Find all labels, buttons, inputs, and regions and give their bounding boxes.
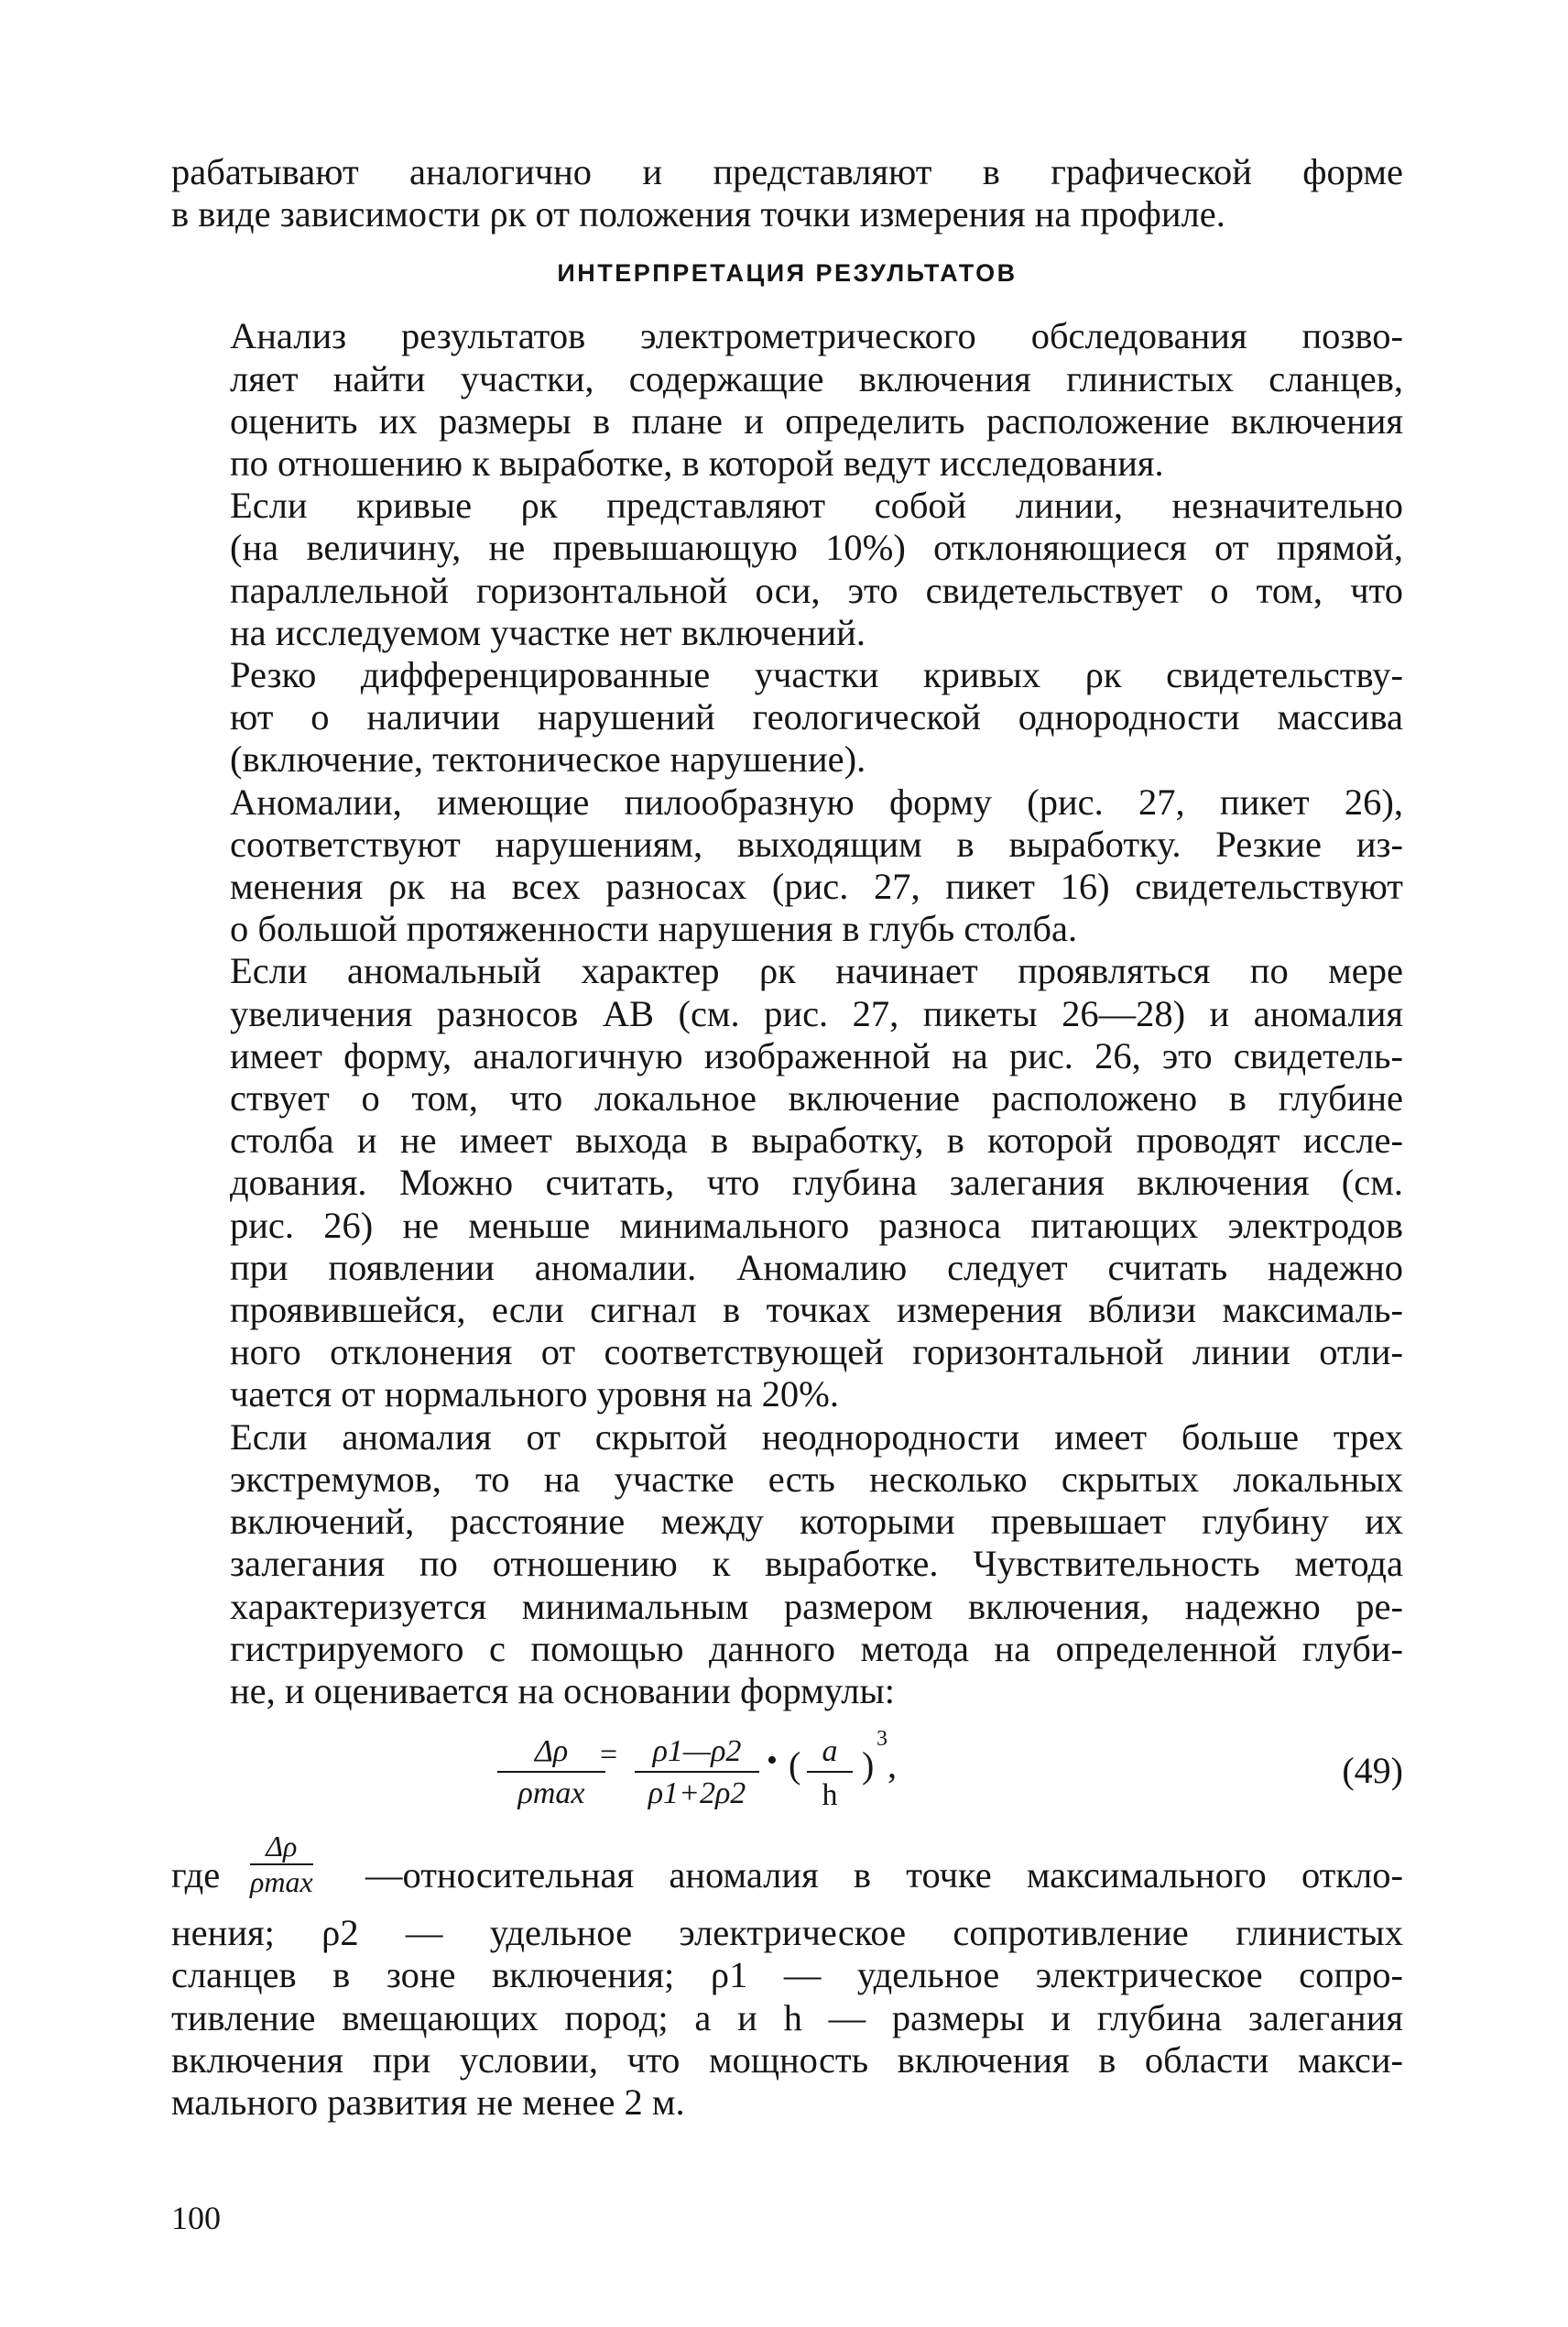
where-word: где bbox=[171, 1854, 221, 1896]
paragraph-curves bbox=[171, 485, 1403, 654]
paragraph-line: (на величину, не превышающую 10%) отклоняющиеся от прямой, bbox=[230, 527, 1403, 569]
paragraph-line: включения при условии, что мощность включения в области макси- bbox=[171, 2038, 1403, 2081]
formula-ratio-denominator: h bbox=[807, 1771, 853, 1813]
where-fraction-denominator: ρmax bbox=[250, 1865, 313, 1899]
paragraph-line: при появлении аномалии. Аномалию следует считать надежно bbox=[230, 1246, 1403, 1288]
paragraph-line: характеризуется минимальным размером включения, надежно ре- bbox=[230, 1585, 1403, 1627]
intro-paragraph bbox=[171, 151, 1403, 235]
paragraph-line: сланцев в зоне включения; ρ1 — удельное электрическое сопро- bbox=[171, 1954, 1403, 1996]
formula-lhs-denominator: ρmax bbox=[517, 1776, 585, 1811]
paragraph-line: Резко дифференцированные участки кривых ρк свидетельству- bbox=[230, 654, 1403, 696]
paragraph-line: на исследуемом участке нет включений. bbox=[230, 611, 866, 653]
paragraph-line: параллельной горизонтальной оси, это свидетельствует о том, что bbox=[230, 569, 1403, 611]
paragraph-line: залегания по отношению к выработке. Чувствительность метода bbox=[230, 1543, 1403, 1585]
paragraph-line: дования. Можно считать, что глубина залегания включения (см. bbox=[230, 1162, 1403, 1204]
page-number: 100 bbox=[171, 2200, 221, 2236]
formula-ratio-numerator: a bbox=[822, 1734, 838, 1769]
formula-lhs-numerator: Δρ bbox=[497, 1734, 605, 1773]
paragraph-line: не, и оценивается на основании формулы: bbox=[230, 1669, 895, 1711]
paragraph-anomalous-character bbox=[171, 950, 1403, 1415]
paragraph-line: включений, расстояние между которыми превышает глубину их bbox=[230, 1501, 1403, 1543]
paragraph-line: (включение, тектоническое нарушение). bbox=[230, 738, 866, 781]
paragraph-line: чается от нормального уровня на 20%. bbox=[230, 1373, 840, 1415]
formula-dot: • bbox=[767, 1743, 778, 1778]
paragraph-line: гистрируемого с помощью данного метода на определенной глуби- bbox=[230, 1627, 1403, 1669]
paragraph-line: проявившейся, если сигнал в точках измерения вблизи максималь- bbox=[230, 1289, 1403, 1331]
formula-rhs-numerator: ρ1—ρ2 bbox=[635, 1734, 759, 1773]
paragraph-line: ного отклонения от соответствующей горизонтальной линии отли- bbox=[230, 1331, 1403, 1373]
paragraph-line: Анализ результатов электрометрического обследования позво- bbox=[230, 315, 1403, 357]
paragraph-line: ют о наличии нарушений геологической однородности массива bbox=[230, 696, 1403, 738]
formula-rhs-denominator: ρ1+2ρ2 bbox=[648, 1776, 746, 1811]
paragraph-line: оценить их размеры в плане и определить расположение включения bbox=[230, 399, 1403, 442]
paragraph-analysis bbox=[171, 315, 1403, 485]
where-fraction-numerator: Δρ bbox=[250, 1830, 313, 1865]
paragraph-line: Аномалии, имеющие пилообразную форму (рис. 27, пикет 26), bbox=[230, 781, 1403, 823]
closing-paragraph bbox=[171, 1912, 1403, 2124]
formula-paren-close: ) bbox=[862, 1744, 875, 1786]
paragraph-line: Если кривые ρк представляют собой линии, незначительно bbox=[230, 485, 1403, 527]
paragraph-line: Если аномальный характер ρк начинает проявляться по мере bbox=[230, 950, 1403, 992]
paragraph-sensitivity bbox=[171, 1416, 1403, 1712]
paragraph-line: экстремумов, то на участке есть несколько скрытых локальных bbox=[230, 1458, 1403, 1500]
paragraph-line: Если аномалия от скрытой неоднородности имеет больше трех bbox=[230, 1415, 1403, 1458]
paragraph-differentiated bbox=[171, 654, 1403, 781]
intro-line-2: в виде зависимости ρк от положения точки измерения на профиле. bbox=[171, 193, 1225, 235]
formula-49 bbox=[171, 1727, 1403, 1819]
paragraph-line: тивление вмещающих пород; a и h — размеры и глубина залегания bbox=[171, 1996, 1403, 2038]
formula-expression bbox=[497, 1727, 1083, 1819]
intro-line-1: рабатывают аналогично и представляют в графической форме bbox=[171, 151, 1403, 192]
paragraph-anomalies bbox=[171, 781, 1403, 951]
paragraph-line: ляет найти участки, содержащие включения глинистых сланцев, bbox=[230, 357, 1403, 399]
formula-exponent: 3 bbox=[877, 1727, 887, 1752]
page-body bbox=[171, 151, 1403, 2124]
paragraph-line: столба и не имеет выхода в выработку, в которой проводят иссле- bbox=[230, 1120, 1403, 1162]
formula-rhs-fraction bbox=[635, 1734, 759, 1811]
formula-equals: = bbox=[600, 1738, 618, 1773]
paragraph-line: соответствуют нарушениям, выходящим в выработку. Резкие из- bbox=[230, 823, 1403, 865]
paragraph-line: ствует о том, что локальное включение расположено в глубине bbox=[230, 1077, 1403, 1120]
formula-explanation bbox=[171, 1830, 1403, 1912]
formula-ratio-fraction bbox=[807, 1734, 853, 1813]
paragraph-line: нения; ρ2 — удельное электрическое сопротивление глинистых bbox=[171, 1912, 1403, 1954]
paragraph-line: увеличения разносов АВ (см. рис. 27, пикеты 26—28) и аномалия bbox=[230, 992, 1403, 1034]
formula-lhs-fraction bbox=[497, 1734, 605, 1811]
paragraph-line: менения ρк на всех разносах (рис. 27, пикет 16) свидетельствуют bbox=[230, 866, 1403, 908]
formula-trailing-comma: , bbox=[887, 1744, 897, 1786]
paragraph-line: мального развития не менее 2 м. bbox=[171, 2081, 685, 2123]
formula-number: (49) bbox=[1342, 1750, 1403, 1792]
section-heading: ИНТЕРПРЕТАЦИЯ РЕЗУЛЬТАТОВ bbox=[557, 259, 1018, 288]
where-text: —относительная аномалия в точке максимального откло- bbox=[365, 1854, 1403, 1896]
paragraph-line: по отношению к выработке, в которой ведут исследования. bbox=[230, 442, 1164, 485]
paragraph-line: имеет форму, аналогичную изображенной на рис. 26, это свидетель- bbox=[230, 1034, 1403, 1076]
where-fraction bbox=[250, 1830, 313, 1899]
paragraph-line: рис. 26) не меньше минимального разноса питающих электродов bbox=[230, 1204, 1403, 1246]
formula-paren-open: ( bbox=[789, 1744, 801, 1786]
paragraph-line: о большой протяженности нарушения в глубь столба. bbox=[230, 908, 1078, 950]
